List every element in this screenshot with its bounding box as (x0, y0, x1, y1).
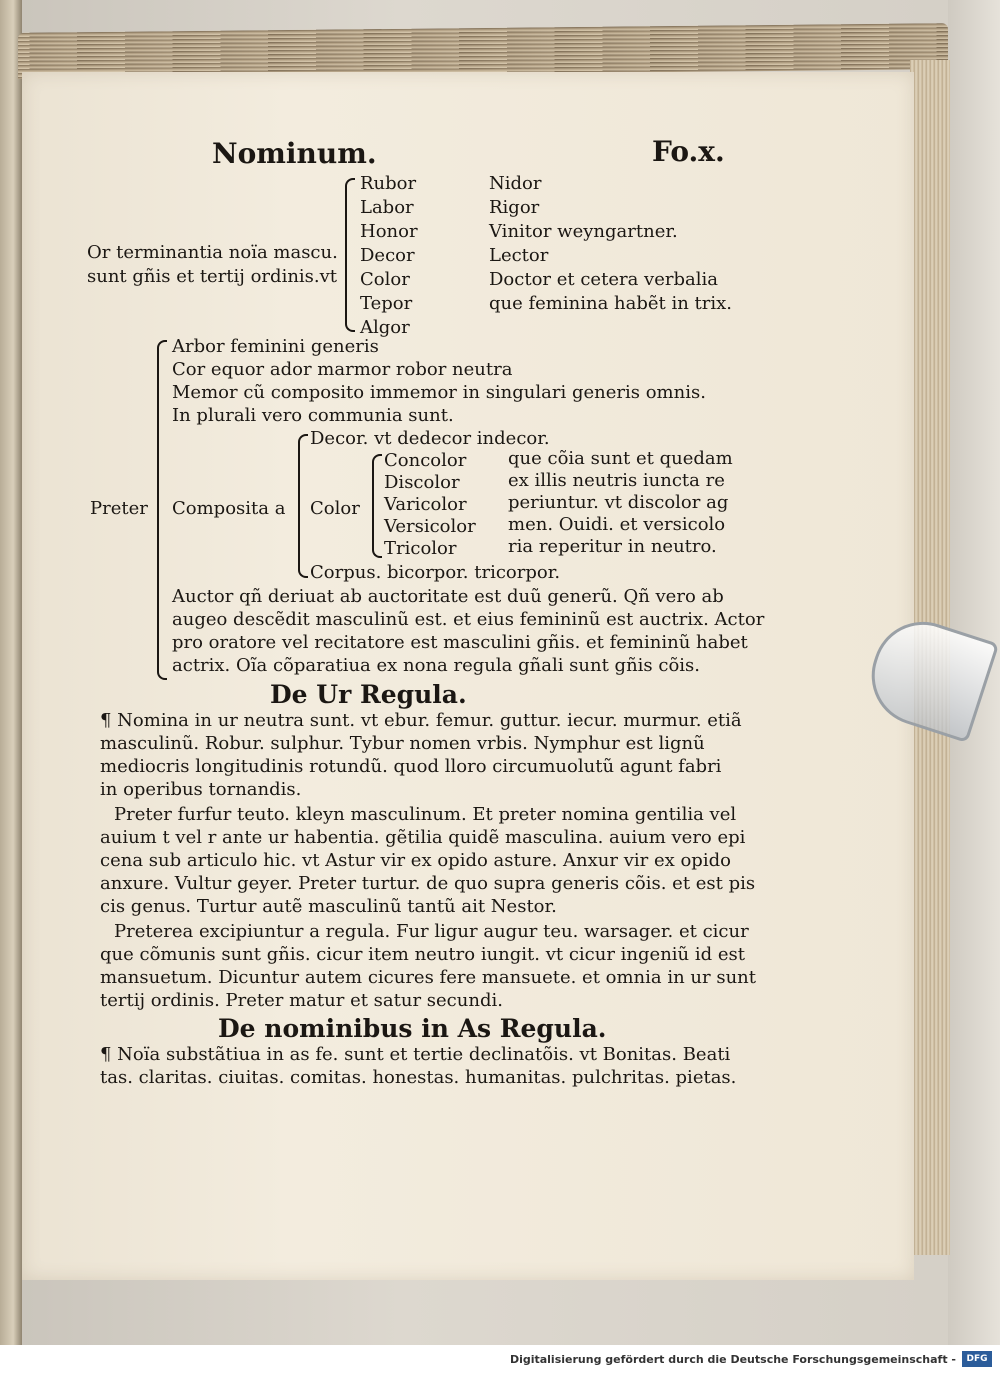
list-item: Algor (360, 317, 410, 338)
text-line: Auctor qñ deriuat ab auctoritate est duũ generũ. Qñ vero ab (172, 586, 724, 607)
book-top-edge (18, 23, 948, 79)
color-label: Color (310, 498, 360, 519)
section-title: De Ur Regula. (270, 680, 467, 709)
brace (345, 178, 355, 332)
preter-label: Preter (90, 498, 148, 519)
list-item: Doctor et cetera verbalia (489, 269, 718, 290)
text-line: mediocris longitudinis rotundũ. quod lloro circumuolutũ agunt fabri (100, 756, 722, 777)
text-line: Cor equor ador marmor robor neutra (172, 359, 513, 380)
text-line: pro oratore vel recitatore est masculini gñis. et femininũ habet (172, 632, 748, 653)
text-line: Decor. vt dedecor indecor. (310, 428, 550, 449)
text-line: ria reperitur in neutro. (508, 536, 717, 557)
lead-line: sunt gñis et tertij ordinis.vt (87, 266, 338, 287)
list-item: Rubor (360, 173, 417, 194)
book-page (22, 72, 914, 1280)
text-line: ¶ Noïa substãtiua in as fe. sunt et tertie declinatõis. vt Bonitas. Beati (100, 1044, 731, 1065)
text-line: men. Ouidi. et versicolo (508, 514, 726, 535)
text-line: periuntur. vt discolor ag (508, 492, 729, 513)
text-line: Memor cũ composito immemor in singulari generis omnis. (172, 382, 706, 403)
text-line: tertij ordinis. Preter matur et satur secundi. (100, 990, 503, 1011)
funding-credit: Digitalisierung gefördert durch die Deutsche Forschungsgemeinschaft - (509, 1353, 956, 1366)
text-line: Preterea excipiuntur a regula. Fur ligur augur teu. warsager. et cicur (114, 921, 749, 942)
text-line: Arbor feminini generis (172, 336, 379, 357)
text-line: cena sub articulo hic. vt Astur vir ex opido asture. Anxur vir ex opido (100, 850, 731, 871)
dfg-logo: DFG (962, 1351, 992, 1367)
composita-label: Composita a (172, 498, 286, 519)
text-line: mansuetum. Dicuntur autem cicures fere mansuete. et omnia in ur sunt (100, 967, 757, 988)
list-item: Tepor (360, 293, 413, 314)
section-title: De nominibus in As Regula. (218, 1014, 607, 1043)
folio-number: Fo.x. (652, 135, 725, 168)
lead-line: Or terminantia noïa mascu. (87, 242, 338, 263)
text-line: actrix. Oĩa cõparatiua ex nona regula gñali sunt gñis cõis. (172, 655, 701, 676)
brace (372, 454, 382, 558)
text-line: anxure. Vultur geyer. Preter turtur. de quo supra generis cõis. et est pis (100, 873, 756, 894)
text-line: Preter furfur teuto. kleyn masculinum. Et preter nomina gentilia vel (114, 804, 737, 825)
list-item: Nidor (489, 173, 542, 194)
text-line: auium t vel r ante ur habentia. gẽtilia quidẽ masculina. auium vero epi (100, 827, 746, 848)
text-line: augeo descẽdit masculinũ est. et eius femininũ est auctrix. Actor (172, 609, 765, 630)
text-line: ¶ Nomina in ur neutra sunt. vt ebur. femur. guttur. iecur. murmur. etiã (100, 710, 742, 731)
list-item: Discolor (384, 472, 460, 493)
text-line: In plurali vero communia sunt. (172, 405, 454, 426)
list-item: Tricolor (384, 538, 457, 559)
list-item: Versicolor (384, 516, 476, 537)
list-item: Vinitor weyngartner. (489, 221, 678, 242)
text-line: Corpus. bicorpor. tricorpor. (310, 562, 561, 583)
list-item: Concolor (384, 450, 467, 471)
list-item: Color (360, 269, 410, 290)
facing-page-edge (0, 0, 22, 1345)
brace (298, 434, 308, 578)
text-line: cis genus. Turtur autẽ masculinũ tantũ ait Nestor. (100, 896, 557, 917)
list-item: Rigor (489, 197, 540, 218)
text-line: in operibus tornandis. (100, 779, 302, 800)
running-head: Nominum. (212, 137, 377, 170)
text-line: que cõia sunt et quedam (508, 448, 733, 469)
text-line: tas. claritas. ciuitas. comitas. honestas. humanitas. pulchritas. pietas. (100, 1067, 737, 1088)
text-line: ex illis neutris iuncta re (508, 470, 725, 491)
list-item: que feminina habẽt in trix. (489, 293, 733, 314)
list-item: Labor (360, 197, 414, 218)
list-item: Honor (360, 221, 418, 242)
brace (157, 340, 167, 680)
list-item: Decor (360, 245, 415, 266)
list-item: Varicolor (384, 494, 467, 515)
list-item: Lector (489, 245, 549, 266)
text-line: que cõmunis sunt gñis. cicur item neutro iungit. vt cicur ingeniũ id est (100, 944, 745, 965)
text-line: masculinũ. Robur. sulphur. Tybur nomen vrbis. Nymphur est lignũ (100, 733, 705, 754)
